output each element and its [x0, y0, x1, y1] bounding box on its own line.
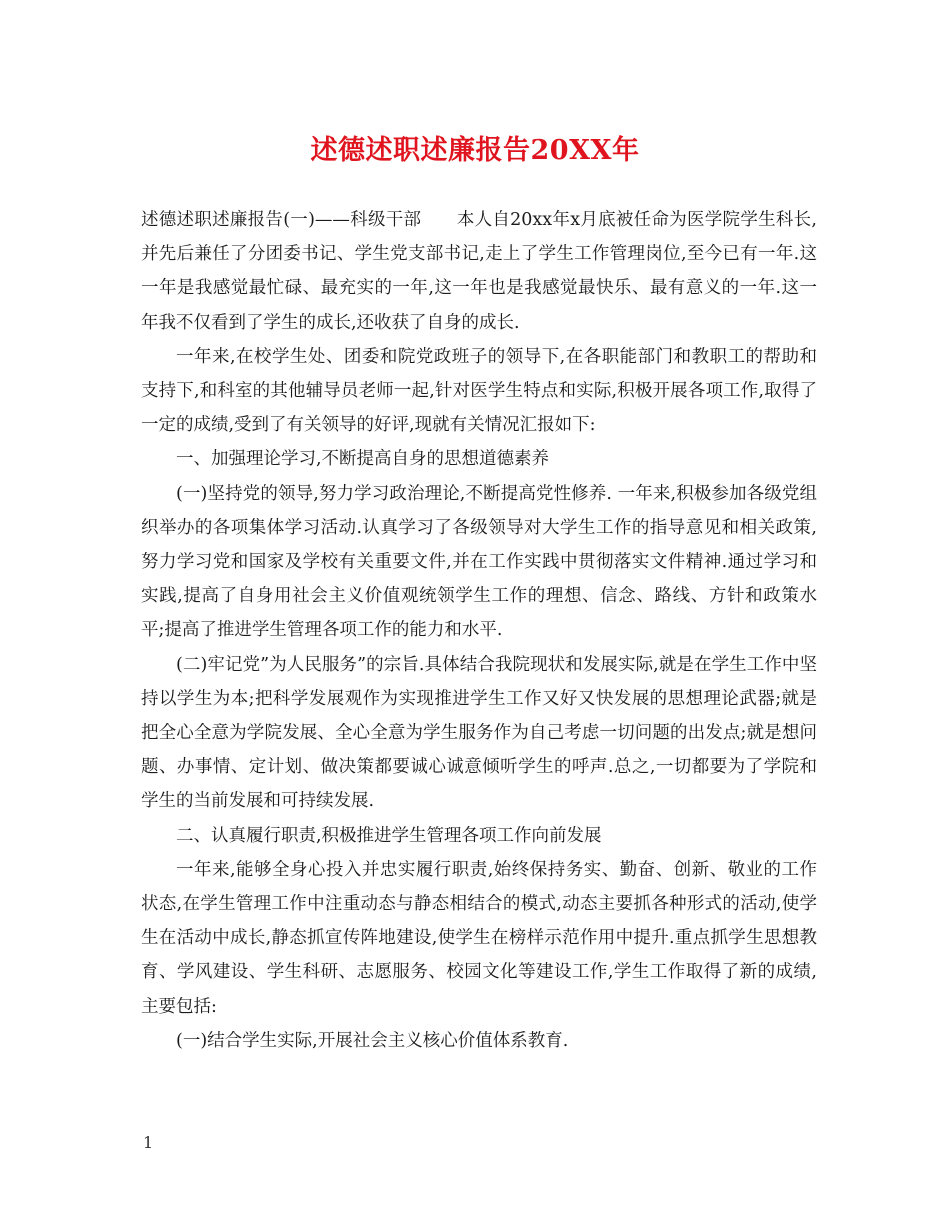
document-body	[141, 203, 817, 1058]
paragraph-party-leadership: (一)坚持党的领导,努力学习政治理论,不断提高党性修养. 一年来,积极参加各级党组织举办的各项集体学习活动.认真学习了各级领导对大学生工作的指导意见和相关政策,努力学习党和国家及学校有关重要文件,并在工作实践中贯彻落实文件精神.通过学习和实践,提高了自身用社会主义价值观统领学生工作的理想、信念、路线、方针和政策水平;提高了推进学生管理各项工作的能力和水平.	[141, 483, 817, 641]
page-number: 1	[143, 1133, 154, 1152]
paragraph-duties: 一年来,能够全身心投入并忠实履行职责,始终保持务实、勤奋、创新、敬业的工作状态,在学生管理工作中注重动态与静态相结合的模式,动态主要抓各种形式的活动,使学生在活动中成长,静态抓宣传阵地建设,使学生在榜样示范作用中提升.重点抓学生思想教育、学风建设、学生科研、志愿服务、校园文化等建设工作,学生工作取得了新的成绩,主要包括:	[141, 859, 817, 1017]
section-heading-1: 一、加强理论学习,不断提高自身的思想道德素养	[176, 449, 550, 470]
paragraph-core-values: (一)结合学生实际,开展社会主义核心价值体系教育.	[176, 1030, 569, 1051]
paragraph-intro: 述德述职述廉报告(一)——科级干部 本人自20xx年x月底被任命为医学院学生科长,并先后兼任了分团委书记、学生党支部书记,走上了学生工作管理岗位,至今已有一年.这一年是我感觉最忙碌、最充实的一年,这一年也是我感觉最快乐、最有意义的一年.这一年我不仅看到了学生的成长,还收获了自身的成长.	[141, 210, 817, 333]
section-heading-2: 二、认真履行职责,积极推进学生管理各项工作向前发展	[176, 825, 602, 846]
paragraph-serve-people: (二)牢记党”为人民服务”的宗旨.具体结合我院现状和发展实际,就是在学生工作中坚持以学生为本;把科学发展观作为实现推进学生工作又好又快发展的思想理论武器;就是把全心全意为学院发展、全心全意为学生服务作为自己考虑一切问题的出发点;就是想问题、办事情、定计划、做决策都要诚心诚意倾听学生的呼声.总之,一切都要为了学院和学生的当前发展和可持续发展.	[141, 654, 817, 812]
page-title: 述德述职述廉报告20XX年	[310, 135, 640, 166]
paragraph-overview: 一年来,在校学生处、团委和院党政班子的领导下,在各职能部门和教职工的帮助和支持下,和科室的其他辅导员老师一起,针对医学生特点和实际,积极开展各项工作,取得了一定的成绩,受到了有关领导的好评,现就有关情况汇报如下:	[141, 346, 817, 436]
